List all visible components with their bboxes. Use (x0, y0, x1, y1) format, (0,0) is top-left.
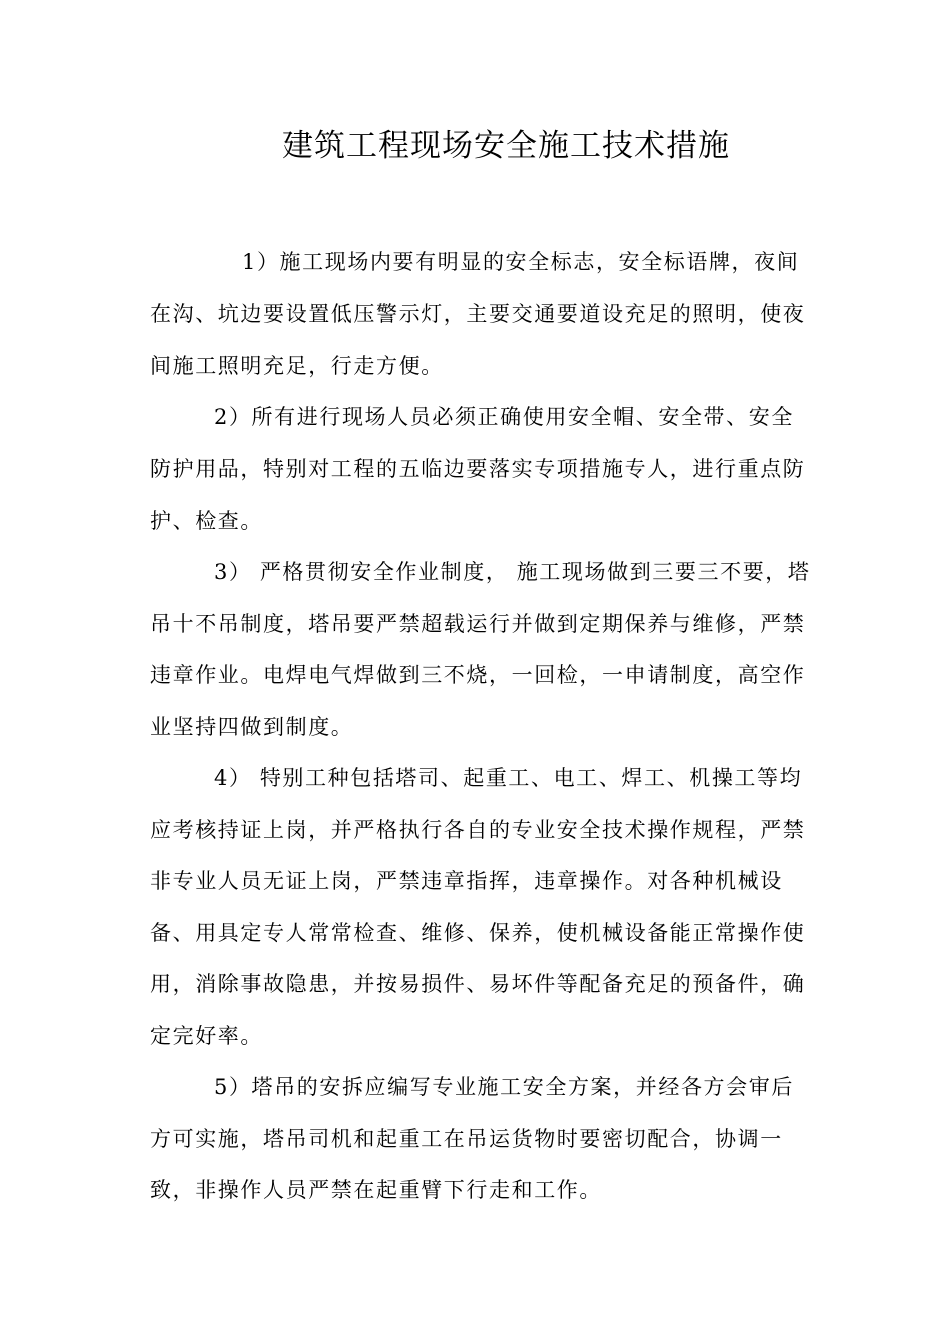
paragraph-1-line-1: 1）施工现场内要有明显的安全标志，安全标语牌，夜间 (242, 250, 800, 274)
paragraph-4-line-4: 备、用具定专人常常检查、维修、保养，使机械设备能正常操作使 (150, 921, 806, 945)
paragraph-2-line-3: 护、检查。 (150, 509, 263, 533)
paragraph-3-line-3: 违章作业。电焊电气焊做到三不烧，一回检，一申请制度，高空作 (150, 663, 806, 687)
paragraph-3-line-1: 3） 严格贯彻安全作业制度， 施工现场做到三要三不要，塔 (214, 560, 811, 584)
paragraph-3-line-2: 吊十不吊制度，塔吊要严禁超载运行并做到定期保养与维修，严禁 (150, 612, 806, 636)
paragraph-2-line-1: 2）所有进行现场人员必须正确使用安全帽、安全带、安全 (214, 405, 794, 429)
paragraph-4-line-1: 4） 特别工种包括塔司、起重工、电工、焊工、机操工等均 (214, 766, 803, 790)
paragraph-1-line-3: 间施工照明充足，行走方便。 (150, 354, 444, 378)
paragraph-4-line-3: 非专业人员无证上岗，严禁违章指挥，违章操作。对各种机械设 (150, 869, 783, 893)
paragraph-4-line-2: 应考核持证上岗，并严格执行各自的专业安全技术操作规程，严禁 (150, 818, 806, 842)
paragraph-4-line-6: 定完好率。 (150, 1024, 263, 1048)
paragraph-3-line-4: 业坚持四做到制度。 (150, 715, 354, 739)
paragraph-1-line-2: 在沟、坑边要设置低压警示灯，主要交通要道设充足的照明，使夜 (150, 302, 806, 326)
document-title: 建筑工程现场安全施工技术措施 (282, 128, 730, 164)
paragraph-5-line-2: 方可实施，塔吊司机和起重工在吊运货物时要密切配合，协调一 (150, 1127, 783, 1151)
paragraph-4-line-5: 用，消除事故隐患，并按易损件、易坏件等配备充足的预备件，确 (150, 972, 806, 996)
paragraph-5-line-3: 致，非操作人员严禁在起重臂下行走和工作。 (150, 1178, 602, 1202)
paragraph-5-line-1: 5）塔吊的安拆应编写专业施工安全方案，并经各方会审后 (214, 1075, 794, 1099)
paragraph-2-line-2: 防护用品，特别对工程的五临边要落实专项措施专人，进行重点防 (150, 457, 806, 481)
